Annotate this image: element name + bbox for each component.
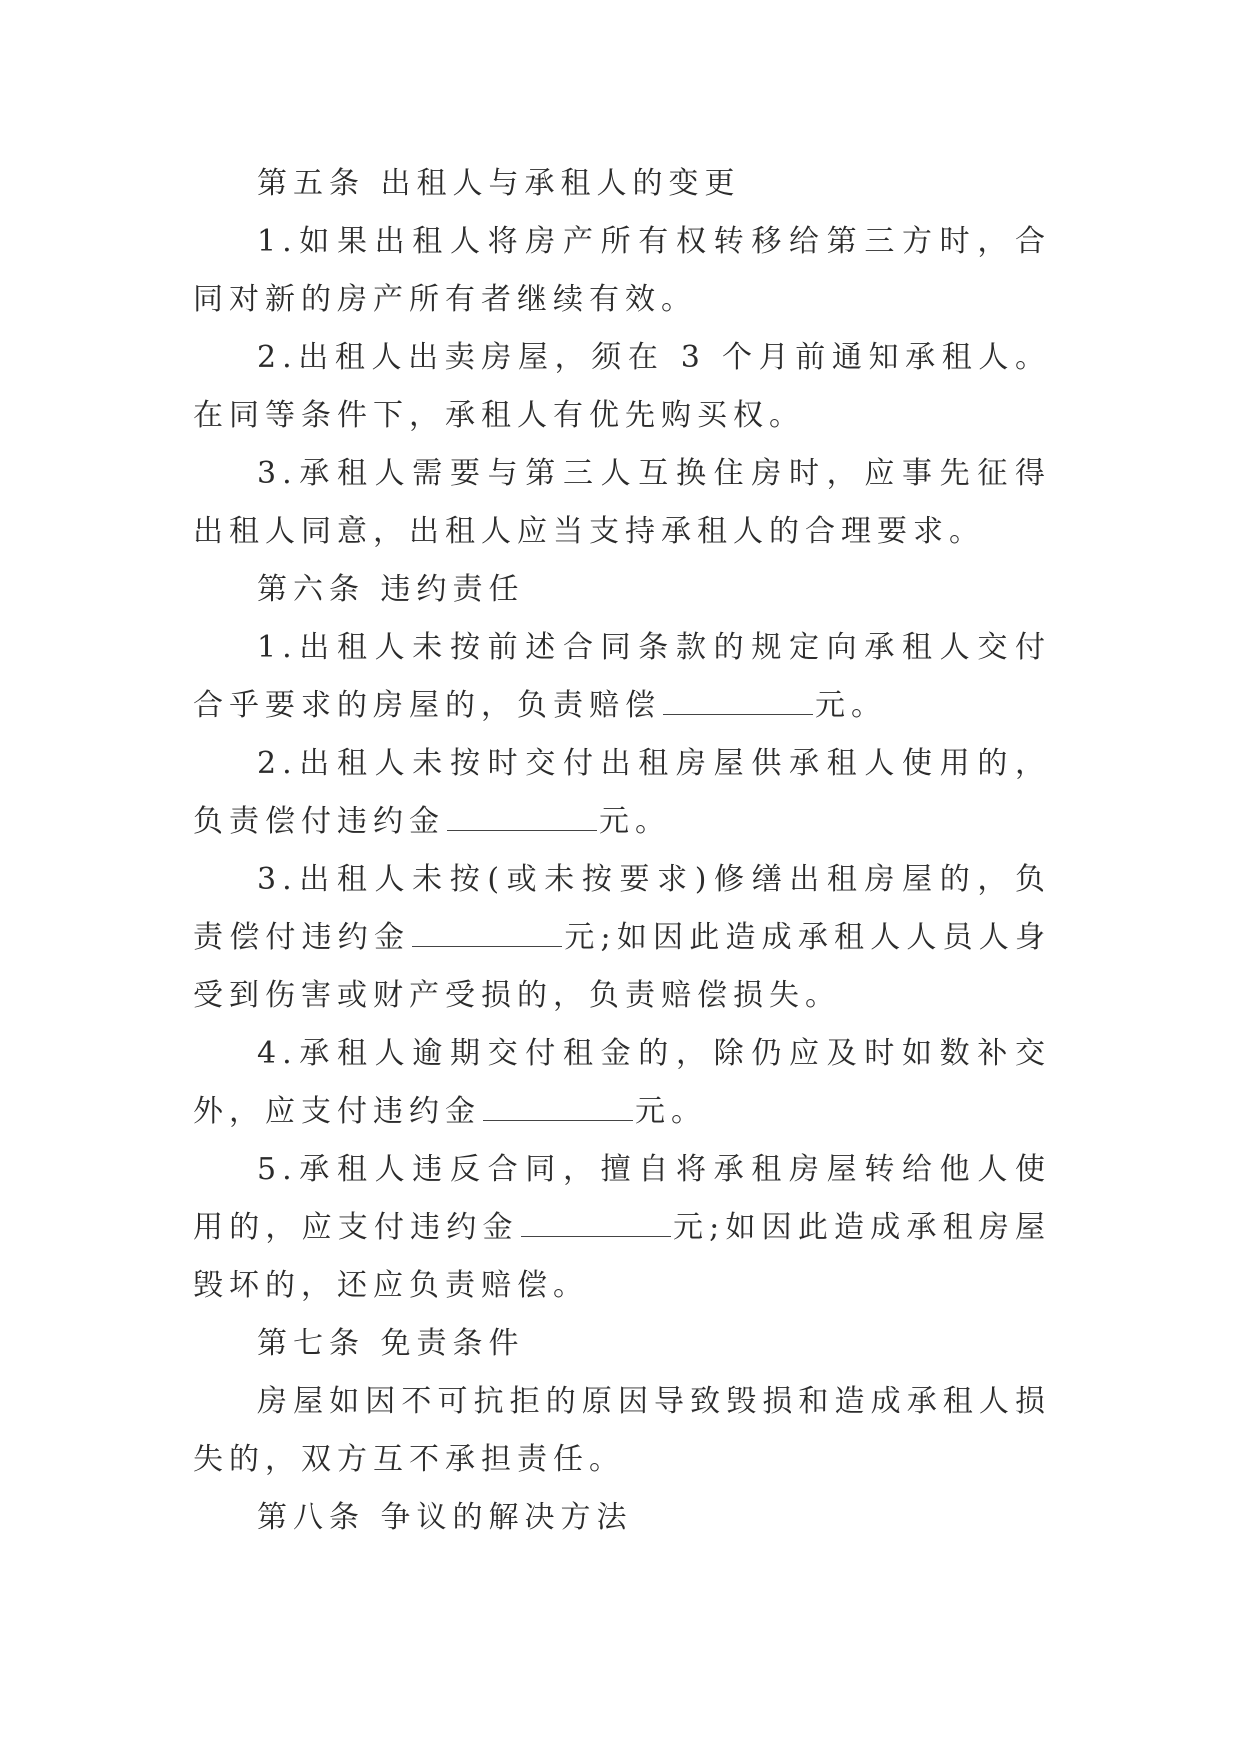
section-heading-5: 第五条 出租人与承租人的变更 [257, 166, 741, 201]
amount-blank [483, 1094, 633, 1121]
clause-6-1 [193, 619, 1051, 735]
clause-text: 5.承租人违反合同，擅自将承租房屋转给他人使用的，应支付违约金 [193, 1152, 1051, 1245]
clause-text: 元。 [599, 804, 671, 839]
clause-text: 元。 [635, 1094, 707, 1129]
clause-text: 元;如因此造成承租人人员人身受到伤害或财产受损的，负责赔偿损失。 [193, 920, 1052, 1013]
clause-5-2: 2.出租人出卖房屋，须在 3 个月前通知承租人。在同等条件下，承租人有优先购买权。 [193, 340, 1051, 433]
clause-7-text: 房屋如因不可抗拒的原因导致毁损和造成承租人损失的，双方互不承担责任。 [193, 1384, 1051, 1477]
clause-5-3: 3.承租人需要与第三人互换住房时，应事先征得出租人同意，出租人应当支持承租人的合理要求。 [193, 456, 1051, 549]
document-body [193, 155, 1051, 1547]
clause-text: 元。 [815, 688, 887, 723]
clause-6-4 [193, 1025, 1051, 1141]
amount-blank [663, 688, 813, 715]
clause-text: 4.承租人逾期交付租金的，除仍应及时如数补交外，应支付违约金 [193, 1036, 1051, 1129]
clause-text: 3.出租人未按(或未按要求)修缮出租房屋的，负责偿付违约金 [193, 862, 1051, 955]
section-heading-7: 第七条 免责条件 [257, 1326, 525, 1361]
amount-blank [412, 920, 562, 947]
section-heading-6: 第六条 违约责任 [257, 572, 525, 607]
section-heading-8: 第八条 争议的解决方法 [257, 1500, 633, 1535]
amount-blank [521, 1210, 671, 1237]
clause-6-5 [193, 1141, 1051, 1315]
clause-text: 元;如因此造成承租房屋毁坏的，还应负责赔偿。 [193, 1210, 1052, 1303]
clause-text: 1.出租人未按前述合同条款的规定向承租人交付合乎要求的房屋的，负责赔偿 [193, 630, 1051, 723]
clause-6-3 [193, 851, 1051, 1025]
clause-5-1: 1.如果出租人将房产所有权转移给第三方时，合同对新的房产所有者继续有效。 [193, 224, 1051, 317]
clause-6-2 [193, 735, 1051, 851]
clause-text: 2.出租人未按时交付出租房屋供承租人使用的，负责偿付违约金 [193, 746, 1051, 839]
amount-blank [447, 804, 597, 831]
